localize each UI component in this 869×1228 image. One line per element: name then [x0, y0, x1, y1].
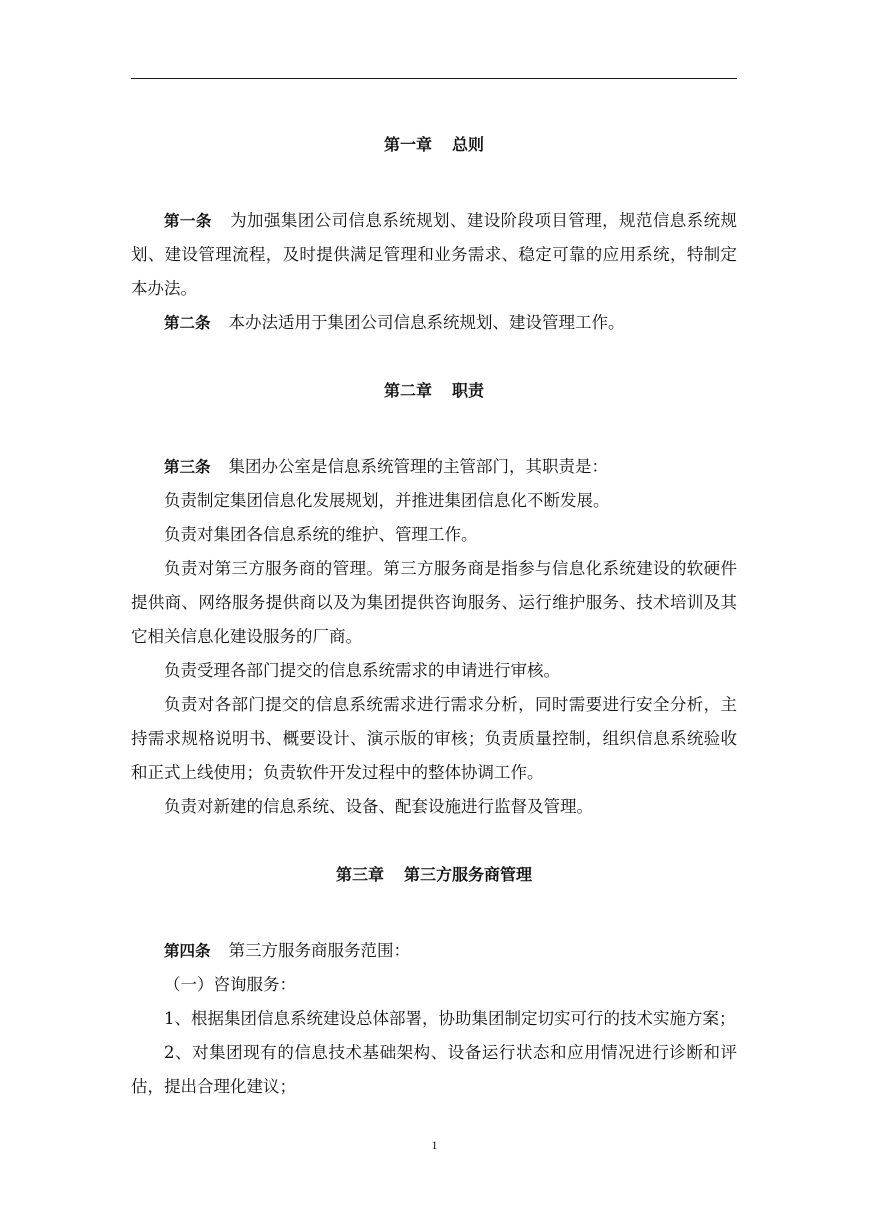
chapter-2-title: 职责	[452, 381, 485, 400]
header-rule	[131, 78, 737, 79]
chapter-3-heading	[131, 858, 737, 892]
article-3-text: 集团办公室是信息系统管理的主管部门，其职责是：	[228, 457, 609, 476]
article-1-label: 第一条	[164, 212, 212, 230]
article-4-text: 第三方服务商服务范围：	[228, 941, 411, 960]
chapter-1-number: 第一章	[383, 135, 432, 154]
document-body	[131, 128, 737, 1104]
service-item: 2、对集团现有的信息技术基础架构、设备运行状态和应用情况进行诊断和评估，提出合理化建议；	[131, 1043, 737, 1096]
chapter-1-heading	[131, 128, 737, 162]
duty-item: 负责对第三方服务商的管理。第三方服务商是指参与信息化系统建设的软硬件提供商、网络服务提供商以及为集团提供咨询服务、运行维护服务、技术培训及其它相关信息化建设服务的厂商。	[131, 559, 737, 646]
service-item: 1、根据集团信息系统建设总体部署，协助集团制定切实可行的技术实施方案；	[164, 1009, 736, 1028]
chapter-2-heading	[131, 374, 737, 408]
chapter-2-number: 第二章	[383, 381, 432, 400]
article-2-text: 本办法适用于集团公司信息系统规划、建设管理工作。	[228, 313, 625, 332]
article-3-label: 第三条	[164, 458, 211, 476]
article-1	[131, 204, 737, 306]
article-3	[131, 450, 737, 484]
article-4	[131, 934, 737, 968]
duty-item: 负责对各部门提交的信息系统需求进行需求分析，同时需要进行安全分析，主持需求规格说明书、概要设计、演示版的审核；负责质量控制，组织信息系统验收和正式上线使用；负责软件开发过程中的整体协调工作。	[131, 695, 737, 782]
duty-item: 负责对集团各信息系统的维护、管理工作。	[164, 525, 478, 544]
chapter-3-number: 第三章	[335, 865, 384, 884]
article-1-text: 为加强集团公司信息系统规划、建设阶段项目管理，规范信息系统规划、建设管理流程，及时提供满足管理和业务需求、稳定可靠的应用系统，特制定本办法。	[131, 211, 737, 298]
article-2	[131, 306, 737, 340]
chapter-1-title: 总则	[452, 135, 485, 154]
service-item: （一）咨询服务：	[164, 975, 296, 994]
duty-item: 负责对新建的信息系统、设备、配套设施进行监督及管理。	[164, 797, 593, 816]
article-4-label: 第四条	[164, 942, 211, 960]
page-number: 1	[431, 1138, 438, 1152]
duty-item: 负责制定集团信息化发展规划，并推进集团信息化不断发展。	[164, 491, 610, 510]
duty-item: 负责受理各部门提交的信息系统需求的申请进行审核。	[164, 661, 560, 680]
article-2-label: 第二条	[164, 314, 211, 332]
chapter-3-title: 第三方服务商管理	[404, 865, 533, 884]
